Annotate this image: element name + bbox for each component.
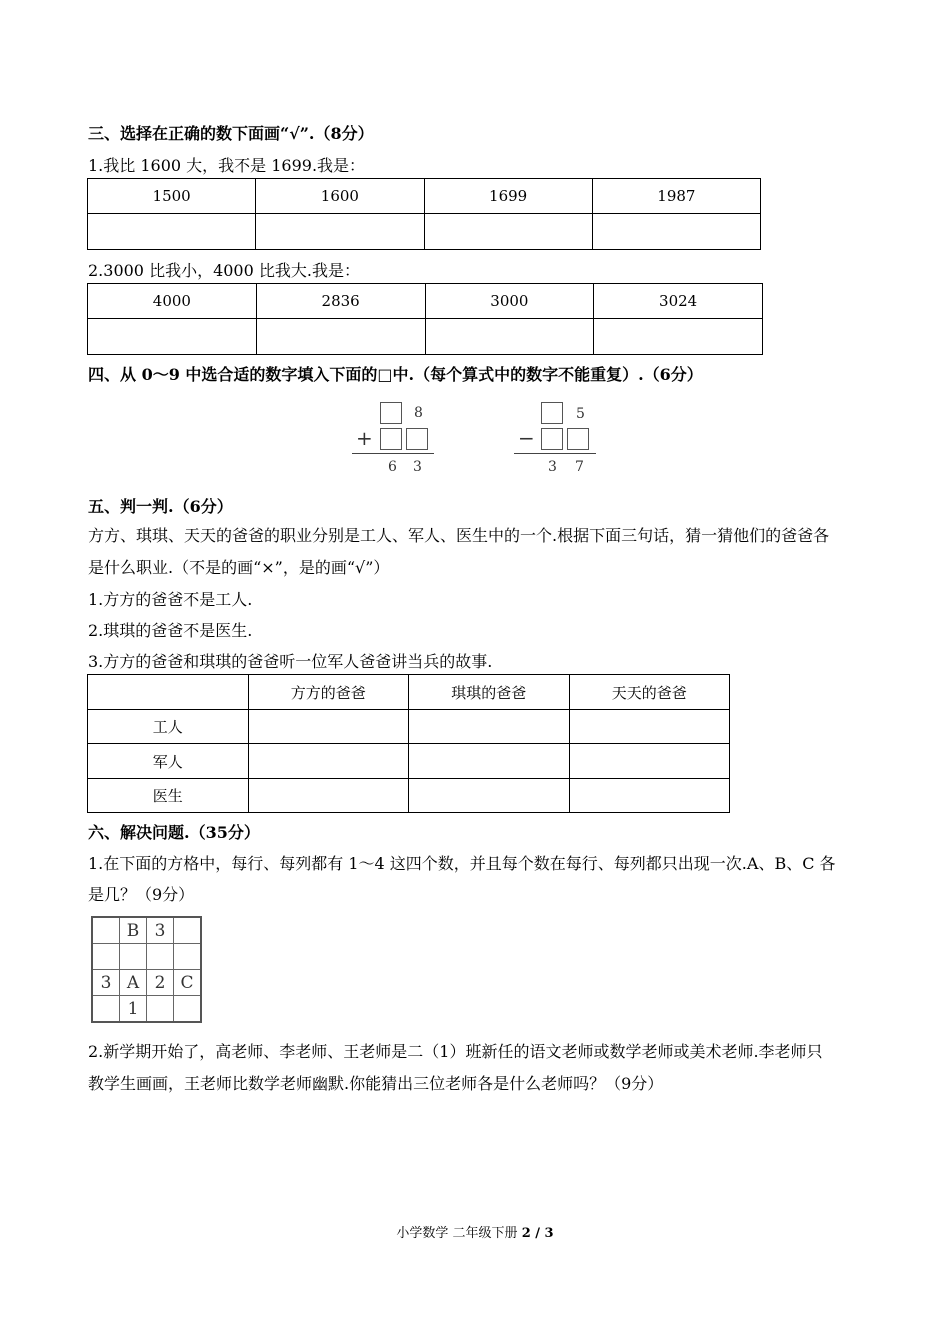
row-label: 工人 <box>88 710 249 744</box>
grid-cell <box>92 944 120 970</box>
grid-cell <box>92 996 120 1023</box>
option-cell: 1600 <box>256 179 424 214</box>
answer-cell[interactable] <box>409 779 570 813</box>
section3-q2-text: 2.3000 比我小，4000 比我大.我是： <box>88 261 360 280</box>
header-cell: 天天的爸爸 <box>569 675 730 710</box>
answer-box[interactable] <box>380 402 402 424</box>
statement: 2.琪琪的爸爸不是医生. <box>88 621 253 640</box>
grid-cell: C <box>174 970 202 996</box>
answer-box[interactable] <box>541 428 563 450</box>
grid-cell <box>147 944 174 970</box>
option-cell: 4000 <box>88 284 257 319</box>
grid-cell <box>92 917 120 944</box>
answer-box[interactable] <box>380 428 402 450</box>
answer-cell[interactable] <box>594 319 763 355</box>
section3-q1-table <box>87 178 761 250</box>
row-label: 医生 <box>88 779 249 813</box>
number-grid <box>91 916 202 1023</box>
grid-cell: 3 <box>92 970 120 996</box>
answer-cell[interactable] <box>88 319 257 355</box>
footer-subject: 小学数学 二年级下册 <box>396 1226 518 1241</box>
grid-cell <box>174 917 202 944</box>
option-cell: 3000 <box>425 284 594 319</box>
section5-heading: 五、判一判.（6分） <box>88 497 233 516</box>
answer-cell[interactable] <box>256 214 424 250</box>
answer-cell[interactable] <box>569 744 730 779</box>
answer-cell[interactable] <box>248 710 409 744</box>
grid-cell <box>120 944 147 970</box>
section3-q1-text: 1.我比 1600 大，我不是 1699.我是： <box>88 156 366 175</box>
grid-cell <box>174 944 202 970</box>
sum-line <box>352 453 434 454</box>
digit: 5 <box>576 406 585 422</box>
answer-box[interactable] <box>541 402 563 424</box>
section5-intro: 方方、琪琪、天天的爸爸的职业分别是工人、军人、医生中的一个.根据下面三句话，猜一猜他们的爸爸各 <box>88 526 830 545</box>
answer-cell[interactable] <box>409 710 570 744</box>
header-cell <box>88 675 249 710</box>
digit: 3 <box>548 459 557 475</box>
answer-cell[interactable] <box>248 779 409 813</box>
answer-cell[interactable] <box>425 319 594 355</box>
answer-box[interactable] <box>406 428 428 450</box>
section6-heading: 六、解决问题.（35分） <box>88 823 260 842</box>
judgement-table <box>87 674 730 813</box>
section6-q2-text: 教学生画画，王老师比数学老师幽默.你能猜出三位老师各是什么老师吗？（9分） <box>88 1074 664 1093</box>
section4-heading: 四、从 0～9 中选合适的数字填入下面的□中.（每个算式中的数字不能重复）.（6分） <box>88 365 703 384</box>
grid-cell: A <box>120 970 147 996</box>
difference-line <box>514 453 596 454</box>
minus-sign: − <box>518 426 535 450</box>
answer-cell[interactable] <box>569 710 730 744</box>
option-cell: 3024 <box>594 284 763 319</box>
section6-q1-text: 1.在下面的方格中，每行、每列都有 1～4 这四个数，并且每个数在每行、每列都只出现一次.A、B、C 各 <box>88 854 836 873</box>
section3-heading: 三、选择在正确的数下面画“√”.（8分） <box>88 124 374 143</box>
answer-cell[interactable] <box>256 319 425 355</box>
option-cell: 1987 <box>592 179 760 214</box>
page-footer <box>0 1222 950 1241</box>
answer-cell[interactable] <box>409 744 570 779</box>
digit: 3 <box>413 459 422 475</box>
grid-cell <box>174 996 202 1023</box>
answer-cell[interactable] <box>88 214 256 250</box>
section5-intro: 是什么职业.（不是的画“×”，是的画“√”） <box>88 558 390 577</box>
grid-cell: B <box>120 917 147 944</box>
grid-cell: 2 <box>147 970 174 996</box>
digit: 7 <box>575 459 584 475</box>
answer-box[interactable] <box>567 428 589 450</box>
section6-q1-text: 是几？（9分） <box>88 885 195 904</box>
option-cell: 2836 <box>256 284 425 319</box>
digit: 6 <box>388 459 397 475</box>
grid-cell: 1 <box>120 996 147 1023</box>
section3-q2-table <box>87 283 763 355</box>
answer-cell[interactable] <box>592 214 760 250</box>
page-number: 2 / 3 <box>521 1226 554 1241</box>
statement: 1.方方的爸爸不是工人. <box>88 590 253 609</box>
section6-q2-text: 2.新学期开始了，高老师、李老师、王老师是二（1）班新任的语文老师或数学老师或美术老师.李老师只 <box>88 1042 823 1061</box>
row-label: 军人 <box>88 744 249 779</box>
answer-cell[interactable] <box>569 779 730 813</box>
grid-cell: 3 <box>147 917 174 944</box>
answer-cell[interactable] <box>248 744 409 779</box>
grid-cell <box>147 996 174 1023</box>
answer-cell[interactable] <box>424 214 592 250</box>
statement: 3.方方的爸爸和琪琪的爸爸听一位军人爸爸讲当兵的故事. <box>88 652 493 671</box>
digit: 8 <box>414 405 423 421</box>
header-cell: 琪琪的爸爸 <box>409 675 570 710</box>
header-cell: 方方的爸爸 <box>248 675 409 710</box>
option-cell: 1500 <box>88 179 256 214</box>
plus-sign: + <box>356 426 373 450</box>
option-cell: 1699 <box>424 179 592 214</box>
